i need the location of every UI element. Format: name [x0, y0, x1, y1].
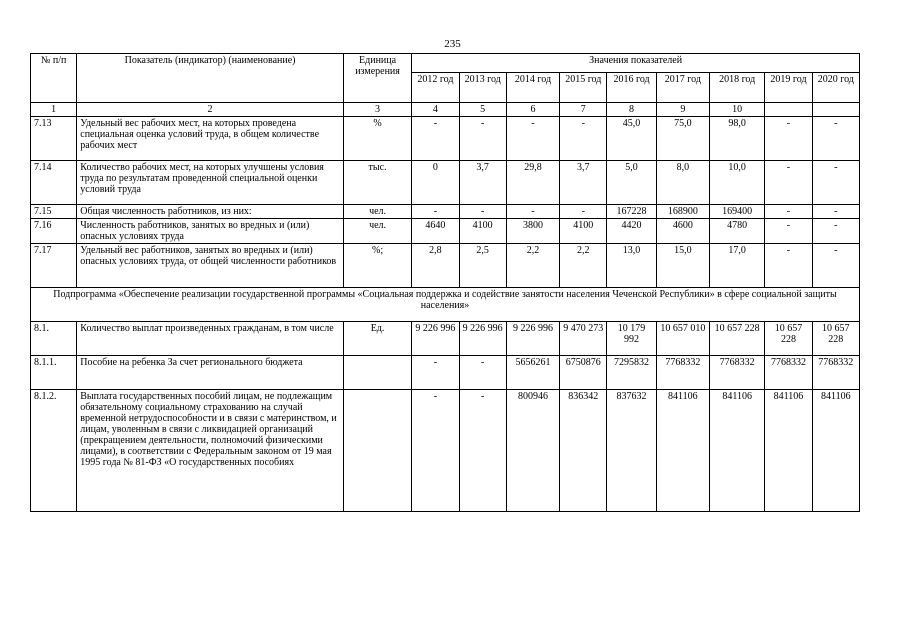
row-value: -	[765, 219, 812, 244]
table-row	[31, 205, 860, 219]
row-value: 3,7	[560, 161, 607, 205]
row-value: -	[765, 244, 812, 288]
header-unit: Единица измерения	[343, 54, 411, 103]
row-value: -	[506, 205, 559, 219]
row-indicator-name: Пособие на ребенка За счет регионального бюджета	[77, 356, 344, 390]
header-values: Значения показателей	[412, 54, 860, 73]
row-value: -	[812, 161, 859, 205]
row-value: 837632	[607, 390, 656, 512]
row-unit: тыс.	[343, 161, 411, 205]
row-value: 4640	[412, 219, 459, 244]
row-value: 10 657 010	[656, 322, 709, 356]
header-year: 2016 год	[607, 73, 656, 103]
row-number: 7.16	[31, 219, 77, 244]
header-year: 2018 год	[710, 73, 765, 103]
row-value: 9 226 996	[459, 322, 506, 356]
row-value: -	[412, 356, 459, 390]
column-number: 10	[710, 103, 765, 117]
row-value: -	[412, 117, 459, 161]
column-number: 8	[607, 103, 656, 117]
row-unit: %	[343, 117, 411, 161]
row-indicator-name: Удельный вес работников, занятых во вредных и (или) опасных условиях труда, от общей численности работников	[77, 244, 344, 288]
header-year: 2019 год	[765, 73, 812, 103]
row-value: 10 179 992	[607, 322, 656, 356]
row-value: 4420	[607, 219, 656, 244]
table-row	[31, 390, 860, 512]
row-value: -	[506, 117, 559, 161]
row-value: 13,0	[607, 244, 656, 288]
row-value: -	[412, 390, 459, 512]
row-value: -	[812, 244, 859, 288]
row-value: 10 657 228	[765, 322, 812, 356]
row-indicator-name: Общая численность работников, из них:	[77, 205, 344, 219]
table-row	[31, 244, 860, 288]
column-number: 7	[560, 103, 607, 117]
row-value: 29,8	[506, 161, 559, 205]
row-value: 4100	[560, 219, 607, 244]
row-value: 7768332	[765, 356, 812, 390]
header-num: № п/п	[31, 54, 77, 103]
subprogram-row	[31, 288, 860, 322]
row-number: 7.13	[31, 117, 77, 161]
row-value: 841106	[812, 390, 859, 512]
row-value: 10,0	[710, 161, 765, 205]
column-number: 1	[31, 103, 77, 117]
header-year: 2020 год	[812, 73, 859, 103]
row-unit: чел.	[343, 205, 411, 219]
row-value: 7768332	[710, 356, 765, 390]
row-number: 7.14	[31, 161, 77, 205]
row-value: 841106	[765, 390, 812, 512]
column-number: 9	[656, 103, 709, 117]
column-number: 2	[77, 103, 344, 117]
row-number: 8.1.	[31, 322, 77, 356]
header-year: 2013 год	[459, 73, 506, 103]
row-number: 7.15	[31, 205, 77, 219]
row-value: 9 226 996	[506, 322, 559, 356]
row-value: 98,0	[710, 117, 765, 161]
row-value: -	[459, 205, 506, 219]
row-value: 2,8	[412, 244, 459, 288]
row-value: -	[560, 205, 607, 219]
row-value: -	[459, 356, 506, 390]
row-value: 5656261	[506, 356, 559, 390]
row-value: -	[812, 117, 859, 161]
row-value: 168900	[656, 205, 709, 219]
table-row	[31, 161, 860, 205]
row-value: 7768332	[656, 356, 709, 390]
row-value: 4780	[710, 219, 765, 244]
row-value: 4600	[656, 219, 709, 244]
row-value: 15,0	[656, 244, 709, 288]
row-value: 0	[412, 161, 459, 205]
column-number: 3	[343, 103, 411, 117]
row-unit: Ед.	[343, 322, 411, 356]
row-value: 2,5	[459, 244, 506, 288]
row-indicator-name: Выплата государственных пособий лицам, не подлежащим обязательному социальному страхованию на случай временной нетрудоспособности и в связи с материнством, и лицам, уволенным в связи с ликвидацией организаций (прекращением деятельности, полномочий физическими лицами), в соответствии с Федеральным законом от 19 мая 1995 года № 81-ФЗ «О государственных пособиях	[77, 390, 344, 512]
row-unit	[343, 356, 411, 390]
table-row	[31, 322, 860, 356]
row-value: 10 657 228	[812, 322, 859, 356]
row-value: 3,7	[459, 161, 506, 205]
row-indicator-name: Численность работников, занятых во вредных и (или) опасных условиях труда	[77, 219, 344, 244]
column-number: 6	[506, 103, 559, 117]
row-value: -	[765, 161, 812, 205]
row-value: -	[412, 205, 459, 219]
row-value: -	[765, 117, 812, 161]
row-value: 9 226 996	[412, 322, 459, 356]
subprogram-title: Подпрограмма «Обеспечение реализации государственной программы «Социальная поддержка и содействие занятости населения Чеченской Республики» в сфере социальной защиты населения»	[31, 288, 860, 322]
header-year: 2015 год	[560, 73, 607, 103]
row-indicator-name: Количество рабочих мест, на которых улучшены условия труда по результатам проведенной специальной оценки условий труда	[77, 161, 344, 205]
column-number-row	[31, 103, 860, 117]
row-value: -	[765, 205, 812, 219]
row-value: 8,0	[656, 161, 709, 205]
row-unit: %;	[343, 244, 411, 288]
row-value: 4100	[459, 219, 506, 244]
header-year: 2014 год	[506, 73, 559, 103]
table-row	[31, 117, 860, 161]
row-value: -	[812, 205, 859, 219]
row-value: 45,0	[607, 117, 656, 161]
row-value: 9 470 273	[560, 322, 607, 356]
row-value: -	[560, 117, 607, 161]
row-value: 17,0	[710, 244, 765, 288]
table-row	[31, 219, 860, 244]
row-value: 169400	[710, 205, 765, 219]
row-value: -	[812, 219, 859, 244]
row-value: 167228	[607, 205, 656, 219]
header-year: 2017 год	[656, 73, 709, 103]
row-value: 800946	[506, 390, 559, 512]
header-indicator: Показатель (индикатор) (наименование)	[77, 54, 344, 103]
row-value: 7768332	[812, 356, 859, 390]
row-value: -	[459, 390, 506, 512]
row-value: 3800	[506, 219, 559, 244]
row-value: -	[459, 117, 506, 161]
row-unit: чел.	[343, 219, 411, 244]
row-indicator-name: Количество выплат произведенных гражданам, в том числе	[77, 322, 344, 356]
row-indicator-name: Удельный вес рабочих мест, на которых проведена специальная оценка условий труда, в общем количестве рабочих мест	[77, 117, 344, 161]
row-value: 2,2	[506, 244, 559, 288]
page-number: 235	[444, 38, 461, 50]
row-value: 7295832	[607, 356, 656, 390]
row-value: 841106	[710, 390, 765, 512]
header-year: 2012 год	[412, 73, 459, 103]
row-value: 841106	[656, 390, 709, 512]
column-number	[812, 103, 859, 117]
column-number: 5	[459, 103, 506, 117]
row-value: 75,0	[656, 117, 709, 161]
indicators-table	[30, 53, 860, 512]
row-number: 8.1.2.	[31, 390, 77, 512]
row-unit	[343, 390, 411, 512]
row-number: 7.17	[31, 244, 77, 288]
row-value: 6750876	[560, 356, 607, 390]
row-value: 10 657 228	[710, 322, 765, 356]
column-number: 4	[412, 103, 459, 117]
row-value: 2,2	[560, 244, 607, 288]
column-number	[765, 103, 812, 117]
row-value: 5,0	[607, 161, 656, 205]
row-value: 836342	[560, 390, 607, 512]
row-number: 8.1.1.	[31, 356, 77, 390]
table-row	[31, 356, 860, 390]
